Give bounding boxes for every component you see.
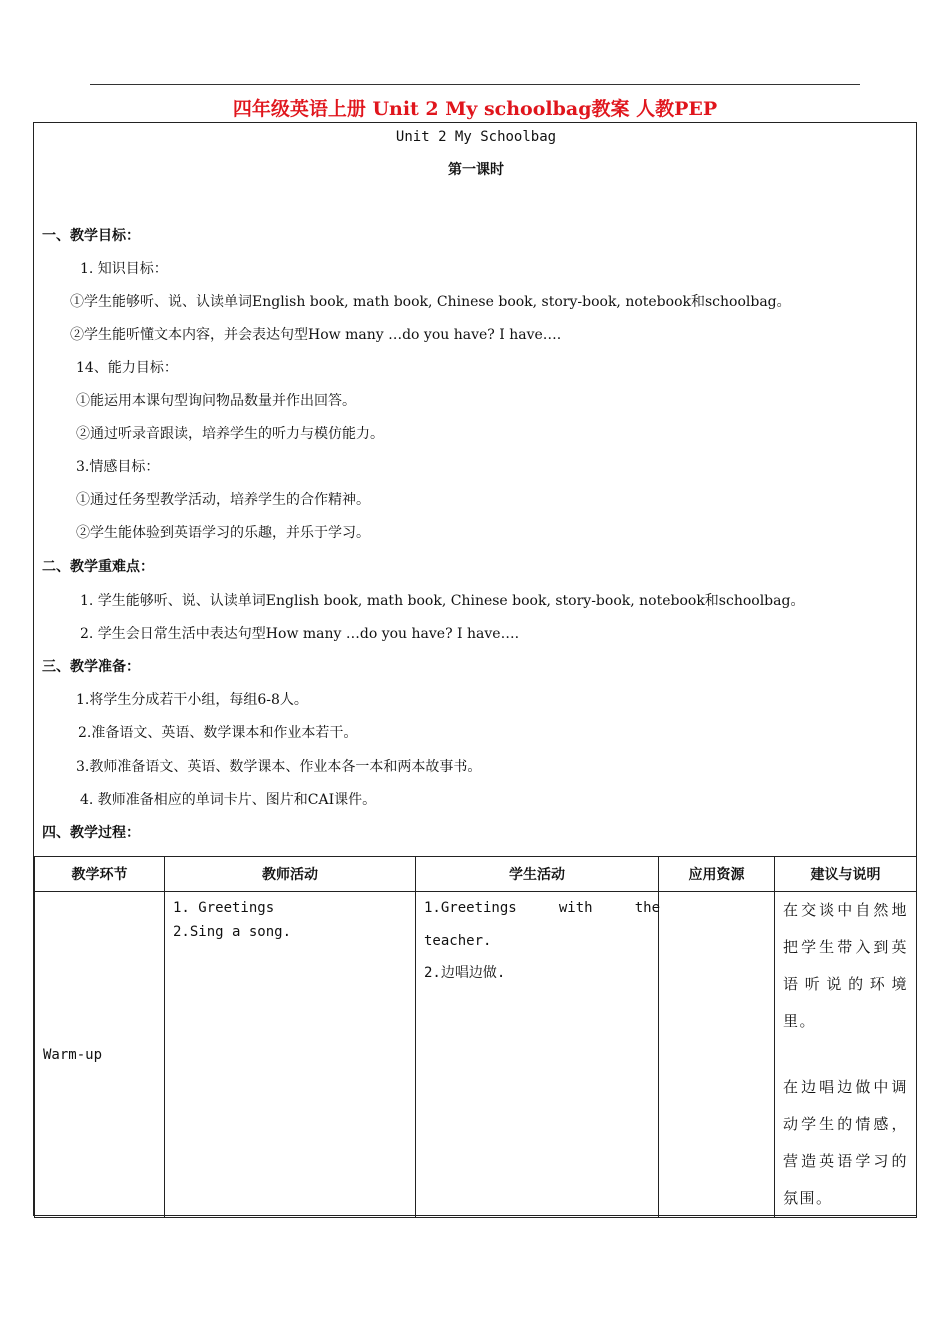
student-activity-1: 1.Greetings with the bbox=[424, 900, 661, 916]
student-activity-cell bbox=[416, 892, 659, 1218]
header-notes: 建议与说明 bbox=[775, 857, 917, 892]
header-stage: 教学环节 bbox=[35, 857, 165, 892]
header-rule bbox=[90, 84, 860, 85]
preparation-item-2: 2.准备语文、英语、数学课本和作业本若干。 bbox=[78, 725, 358, 741]
preparation-item-4: 4. 教师准备相应的单词卡片、图片和CAI课件。 bbox=[80, 792, 377, 808]
ability-item-1: ①能运用本课句型询问物品数量并作出回答。 bbox=[76, 393, 356, 409]
header-student-activity: 学生活动 bbox=[416, 857, 659, 892]
table-row bbox=[35, 892, 917, 1218]
key-point-1: 1. 学生能够听、说、认读单词English book, math book, Chinese book, story-book, notebook和schoolbag。 bbox=[80, 593, 805, 609]
process-heading: 四、教学过程： bbox=[42, 825, 140, 841]
unit-title: Unit 2 My Schoolbag bbox=[395, 129, 557, 145]
header-teacher-activity: 教师活动 bbox=[165, 857, 416, 892]
stage-cell: Warm-up bbox=[35, 892, 165, 1218]
student-activity-2: 2.边唱边做. bbox=[424, 965, 506, 981]
table-header-row bbox=[35, 857, 917, 892]
knowledge-item-1: ①学生能够听、说、认读单词English book, math book, Chinese book, story-book, notebook和schoolbag。 bbox=[70, 294, 791, 310]
student-activity-1-cont: teacher. bbox=[424, 933, 492, 949]
emotion-label: 3.情感目标： bbox=[76, 459, 160, 475]
key-point-2: 2. 学生会日常生活中表达句型How many …do you have? I have…. bbox=[80, 626, 520, 642]
document-title: 四年级英语上册 Unit 2 My schoolbag教案 人教PEP bbox=[232, 98, 718, 120]
teacher-activity-2: 2.Sing a song. bbox=[173, 924, 292, 940]
knowledge-item-2: ②学生能听懂文本内容，并会表达句型How many …do you have? I have…. bbox=[70, 327, 562, 343]
notes-cell bbox=[775, 892, 917, 1218]
lesson-label: 第一课时 bbox=[448, 162, 504, 178]
note-2: 在边唱边做中调动学生的情感，营造英语学习的氛围。 bbox=[783, 1078, 908, 1207]
ability-label: 14、能力目标： bbox=[76, 360, 178, 376]
teacher-activity-1: 1. Greetings bbox=[173, 900, 275, 916]
objectives-heading: 一、教学目标： bbox=[42, 228, 140, 244]
teaching-process-table bbox=[34, 856, 917, 1218]
lesson-plan-frame bbox=[33, 122, 917, 1216]
emotion-item-1: ①通过任务型教学活动，培养学生的合作精神。 bbox=[76, 492, 370, 508]
note-1: 在交谈中自然地把学生带入到英语听说的环境里。 bbox=[783, 901, 908, 1030]
resources-cell bbox=[659, 892, 775, 1218]
preparation-item-3: 3.教师准备语文、英语、数学课本、作业本各一本和两本故事书。 bbox=[76, 759, 482, 775]
teacher-activity-cell bbox=[165, 892, 416, 1218]
ability-item-2: ②通过听录音跟读，培养学生的听力与模仿能力。 bbox=[76, 426, 384, 442]
preparation-item-1: 1.将学生分成若干小组，每组6-8人。 bbox=[76, 692, 308, 708]
knowledge-label: 1. 知识目标： bbox=[80, 261, 168, 277]
emotion-item-2: ②学生能体验到英语学习的乐趣，并乐于学习。 bbox=[76, 525, 370, 541]
preparation-heading: 三、教学准备： bbox=[42, 659, 140, 675]
header-resources: 应用资源 bbox=[659, 857, 775, 892]
key-points-heading: 二、教学重难点： bbox=[42, 559, 154, 575]
